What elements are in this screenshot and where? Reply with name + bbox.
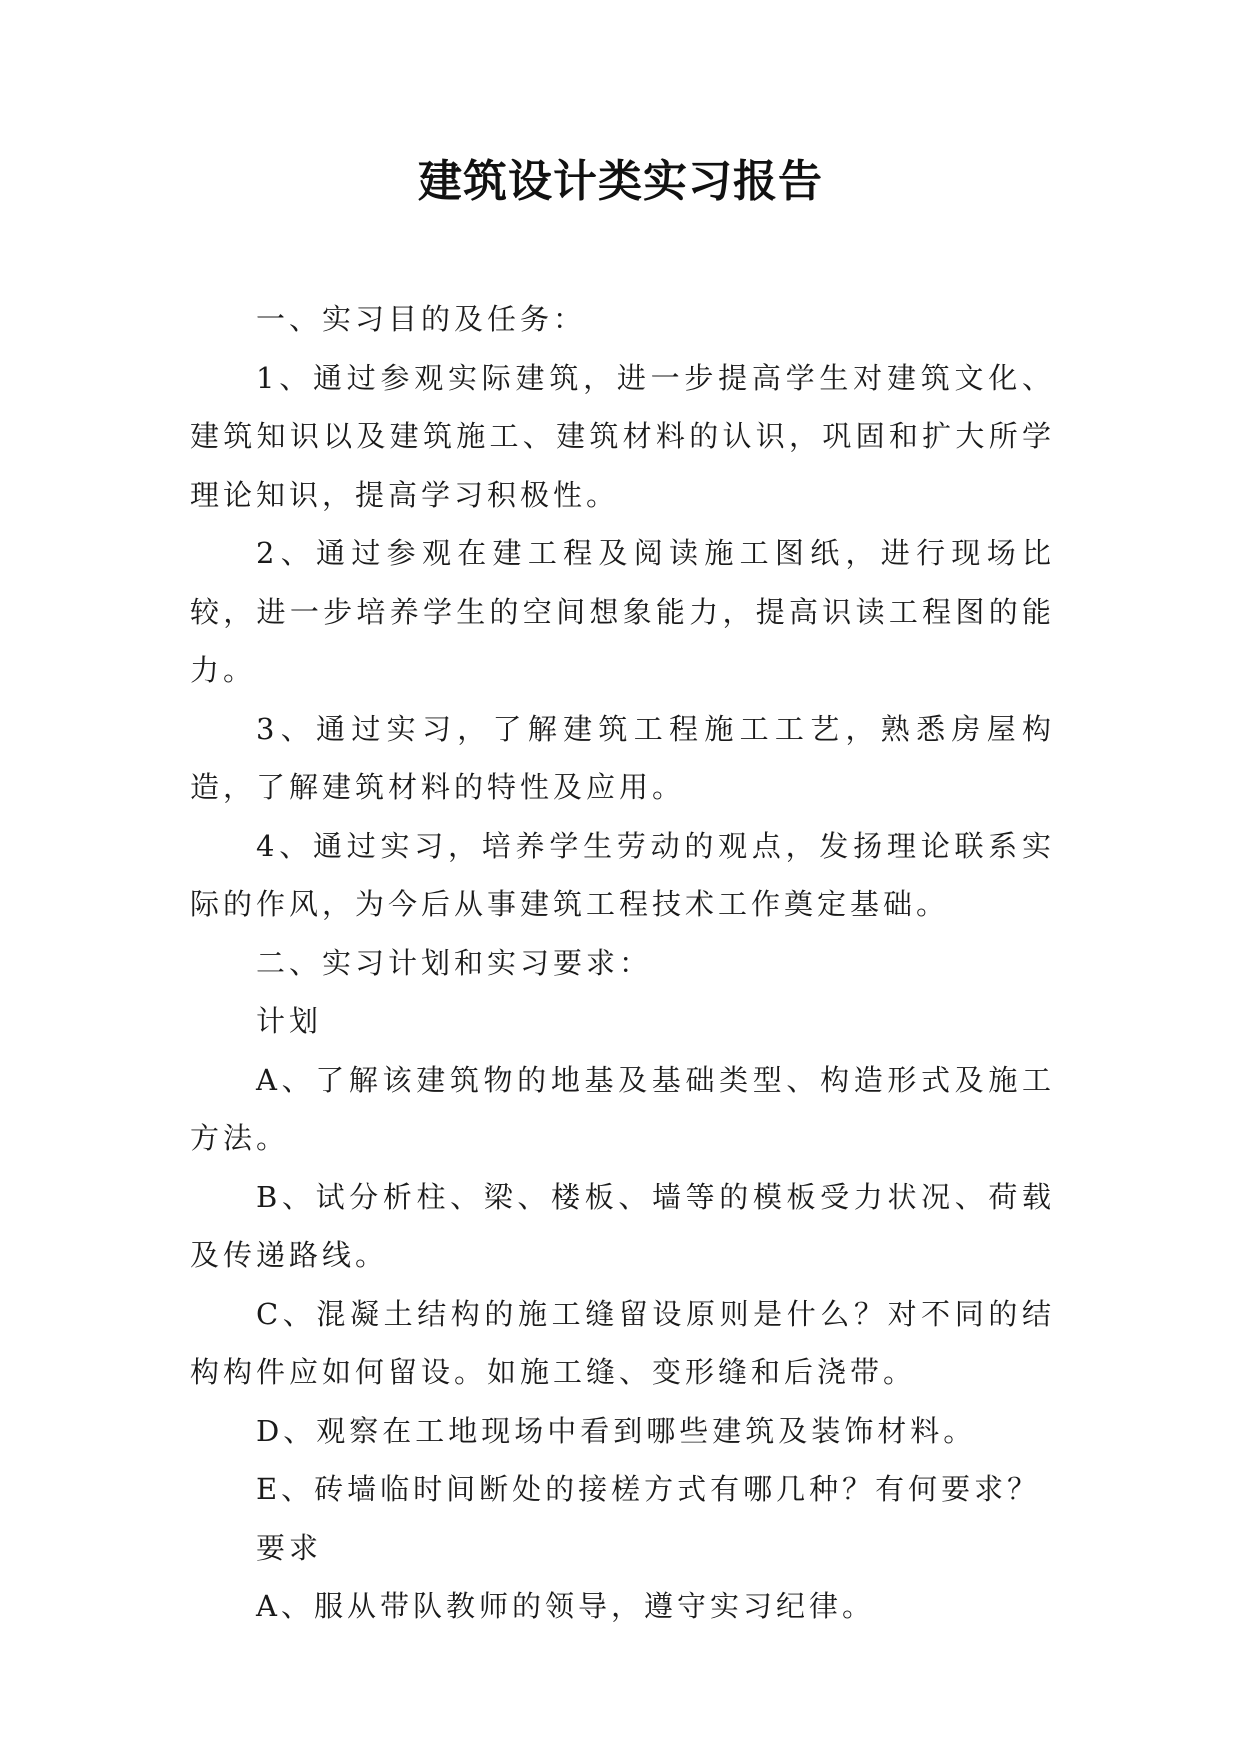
objective-item-2: 2、通过参观在建工程及阅读施工图纸，进行现场比较，进一步培养学生的空间想象能力，提高识读工程图的能力。 — [190, 536, 1055, 687]
subheading-plan: 计划 — [256, 1004, 323, 1038]
document-body — [190, 290, 1055, 1636]
objective-item-1: 1、通过参观实际建筑，进一步提高学生对建筑文化、建筑知识以及建筑施工、建筑材料的认识，巩固和扩大所学理论知识，提高学习积极性。 — [190, 360, 1055, 512]
document-title: 建筑设计类实习报告 — [418, 156, 823, 207]
plan-item-c: C、混凝土结构的施工缝留设原则是什么？对不同的结构构件应如何留设。如施工缝、变形缝和后浇带。 — [190, 1296, 1055, 1389]
plan-item-d: D、观察在工地现场中看到哪些建筑及装饰材料。 — [256, 1413, 977, 1448]
section-heading-plan: 二、实习计划和实习要求： — [256, 945, 653, 980]
subheading-requirements: 要求 — [256, 1530, 323, 1565]
objective-item-4: 4、通过实习，培养学生劳动的观点，发扬理论联系实际的作风，为今后从事建筑工程技术工作奠定基础。 — [190, 828, 1055, 921]
objective-item-3: 3、通过实习，了解建筑工程施工工艺，熟悉房屋构造，了解建筑材料的特性及应用。 — [190, 711, 1055, 804]
plan-item-e: E、砖墙临时间断处的接槎方式有哪几种？有何要求？ — [256, 1472, 1041, 1506]
plan-item-b: B、试分析柱、梁、楼板、墙等的模板受力状况、荷载及传递路线。 — [190, 1179, 1055, 1272]
requirement-item-a: A、服从带队教师的领导，遵守实习纪律。 — [256, 1589, 875, 1623]
plan-item-a: A、了解该建筑物的地基及基础类型、构造形式及施工方法。 — [190, 1062, 1055, 1155]
section-heading-objectives: 一、实习目的及任务： — [256, 302, 587, 336]
